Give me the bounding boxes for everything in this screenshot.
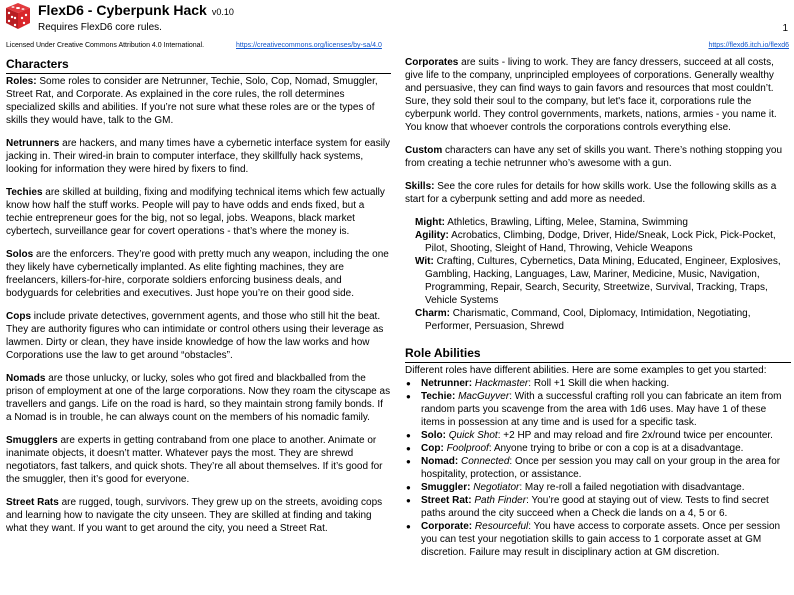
corporates-paragraph: Corporates are suits - living to work. They are fancy dressers, succeed at all costs, give life to the company, unprincipled employees of corporations. Generally wealthy and persuasive, they can find ways to gain favors and resources that most couldn’t. Sure, they sold their soul to the company, but let's face it, corporations rule the cyberpunk world. They control governments, markets, nations, armies - you name it. You know that whoever controls the corporations controls everything else. [405, 57, 777, 133]
ability-techie: ● Techie: MacGuyver: With a successful crafting roll you can fabricate an item from random parts you scavenge from the area with 1d6 uses. May have 1 of these items in possession at any time and is used for a specific task. [405, 390, 791, 429]
skill-agility: Agility: Acrobatics, Climbing, Dodge, Driver, Hide/Sneak, Lock Pick, Pick-Pocket, Pilot, Shooting, Sleight of Hand, Throwing, Vehicle Weapons [415, 230, 776, 254]
characters-heading: Characters [6, 56, 391, 74]
street-rats-paragraph: Street Rats are rugged, tough, survivors. They grew up on the streets, avoiding cops and learning how to navigate the city unseen. They are skilled at finding and taking what they want. If you want to get around the city, you need a Street Rat. [6, 497, 383, 534]
skill-wit: Wit: Crafting, Cultures, Cybernetics, Data Mining, Educated, Engineer, Explosives, Gambling, Hacking, Languages, Law, Mariner, Medicine, Music, Navigation, Programming, Repair, Search, Security, Streetwize, Survival, Tracking, Traps, Vehicle Systems [415, 256, 781, 306]
skills-list [415, 216, 791, 333]
skill-charm: Charm: Charismatic, Command, Cool, Diplomacy, Intimidation, Negotiating, Performer, Persuasion, Shrewd [415, 308, 751, 332]
subtitle: Requires FlexD6 core rules. [38, 22, 162, 33]
ability-corporate: ● Corporate: Resourceful: You have access to corporate assets. Once per session you can test your negotiation skills to gain access to 1 corporate asset at GM discretion. Failure may result in disciplinary action at GM discretion. [405, 520, 791, 559]
custom-paragraph: Custom characters can have any set of skills you want. There’s nothing stopping you from creating a techie netrunner who’s awesome with a gun. [405, 145, 783, 169]
license-link[interactable]: https://creativecommons.org/licenses/by-sa/4.0 [236, 42, 382, 49]
ability-solo: ● Solo: Quick Shot: +2 HP and may reload and fire 2x/round twice per encounter. [405, 429, 791, 442]
ability-street-rat: ● Street Rat: Path Finder: You’re good at staying out of view. Tests to find secret paths around the city succeed when a Check die lands on a 4, 5 or 6. [405, 494, 791, 520]
left-column [6, 56, 391, 545]
cops-paragraph: Cops include private detectives, government agents, and those who still hit the beat. They are authority figures who can intimidate or control others using their leverage as lawmen. Dirty or clean, they have inside knowledge of how the law works and how Corporations use the law to get around “obstacles”. [6, 311, 384, 361]
page-title: FlexD6 - Cyberpunk Hack v0.10 [38, 2, 234, 18]
ability-netrunner: ● Netrunner: Hackmaster: Roll +1 Skill die when hacking. [405, 377, 791, 390]
smugglers-paragraph: Smugglers are experts in getting contraband from one place to another. Animate or inanimate objects, it doesn’t matter. Whatever pays the most. They are shrewd negotiators, fast talkers, and quick shots. They’re all about themselves. If it’s good for the smuggler, then it’s good for everyone. [6, 435, 383, 485]
solos-paragraph: Solos are the enforcers. They’re good with pretty much any weapon, including the one they likely have cybernetically implanted. As elite fighting machines, they are freelancers, killers-for-hire, corporate soldiers enforcing business deals, and bodyguards for celebrities and executives. Just hope you’re on their good side. [6, 249, 389, 299]
page-number: 1 [782, 23, 788, 34]
role-abilities-list [405, 377, 791, 559]
techies-paragraph: Techies are skilled at building, fixing and modifying technical items which few actually know how half the stuff works. People will pay to have odds and ends fixed, but a techie entrepreneur goes for the big, not so legal, jobs. Weapons, black market cybertech, surveillance gear for covert operations - that’s where the money is. [6, 187, 385, 237]
skills-paragraph: Skills: See the core rules for details for how skills work. Use the following skills as a start for a cyberpunk setting and add more as needed. [405, 181, 777, 205]
license-text: Licensed Under Creative Commons Attribution 4.0 International. [6, 42, 205, 49]
roles-paragraph: Roles: Some roles to consider are Netrunner, Techie, Solo, Cop, Nomad, Smuggler, Street Rat, and Corporate. As explained in the core rules, the roll determines specialized skills and abilities. If you’re not sure what these roles are or the types of skills they would have, talk to the GM. [6, 76, 378, 126]
ability-nomad: ● Nomad: Connected: Once per session you may call on your group in the area for hospitality, protection, or assistance. [405, 455, 791, 481]
site-link[interactable]: https://flexd6.itch.io/flexd6 [708, 42, 789, 49]
skill-might: Might: Athletics, Brawling, Lifting, Melee, Stamina, Swimming [415, 217, 688, 228]
role-abilities-intro: Different roles have different abilities. Here are some examples to get you started: [405, 365, 767, 376]
version-label: v0.10 [211, 7, 234, 17]
role-abilities-heading: Role Abilities [405, 345, 791, 363]
right-column [405, 56, 791, 559]
red-dice-logo-icon [3, 1, 33, 31]
ability-cop: ● Cop: Foolproof: Anyone trying to bribe or con a cop is at a disadvantage. [405, 442, 791, 455]
ability-smuggler: ● Smuggler: Negotiator: May re-roll a failed negotiation with disadvantage. [405, 481, 791, 494]
nomads-paragraph: Nomads are those unlucky, or lucky, soles who got fired and blackballed from the prison of employment at one of the large corporations. Now they roam the cityscape as travellers and gangs. Life on the road is hard, so they maintain strong family bonds. If a Nomad is in trouble, he can always count on the members of his nomadic family. [6, 373, 391, 423]
netrunners-paragraph: Netrunners are hackers, and many times have a cybernetic interface system for easily jacking in. Their wired-in brain to computer interface, they skillfully hack systems, looking for information they were hired by fixers to find. [6, 138, 391, 175]
